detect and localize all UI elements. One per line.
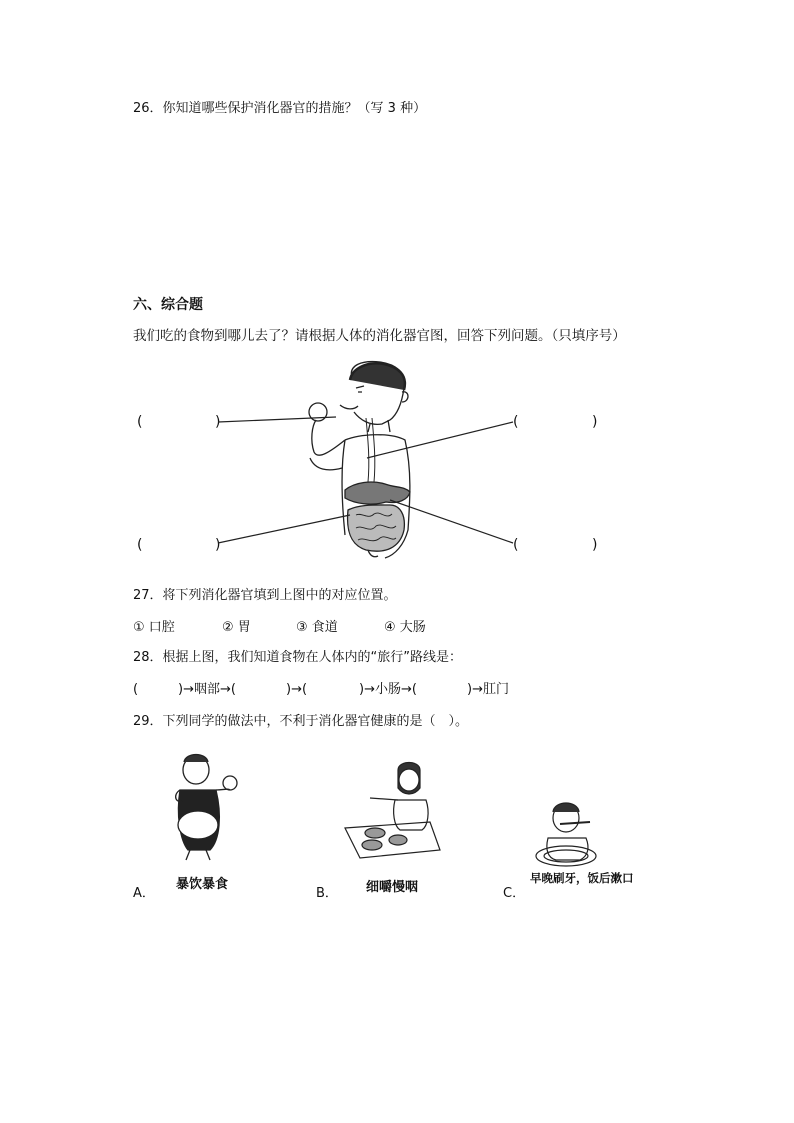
q27-option-1 [133, 620, 175, 636]
option-number: ④ [384, 620, 396, 635]
option-number: ② [222, 620, 234, 635]
option-number: ③ [296, 620, 308, 635]
option-label: 食道 [311, 620, 338, 635]
label-left-top-open: ( [137, 414, 143, 430]
route-part-2: )→咽部→( [178, 682, 236, 697]
choice-c-caption: 早晚刷牙，饭后漱口 [530, 871, 634, 885]
label-right-bottom-close: ) [592, 537, 598, 553]
question-27: 27．将下列消化器官填到上图中的对应位置。 [133, 588, 397, 603]
label-left-top-close: ) [215, 414, 221, 430]
route-part-1: ( [133, 682, 139, 697]
choice-c-letter: C． [503, 886, 526, 901]
option-number: ① [133, 620, 145, 635]
section-title: 六、综合题 [133, 297, 203, 313]
question-29: 29．下列同学的做法中，不利于消化器官健康的是（ ）。 [133, 714, 469, 729]
route-part-3: )→( [286, 682, 308, 697]
q27-option-3 [296, 620, 338, 636]
choice-a-caption: 暴饮暴食 [176, 877, 229, 892]
option-label: 口腔 [148, 620, 175, 635]
label-right-top-close: ) [592, 414, 598, 430]
q27-option-2 [222, 620, 251, 636]
question-28: 28．根据上图，我们知道食物在人体内的“旅行”路线是： [133, 650, 463, 665]
choice-a-letter: A． [133, 886, 155, 901]
label-left-bottom-open: ( [137, 537, 143, 553]
option-label: 大肠 [399, 620, 426, 635]
choice-b-caption: 细嚼慢咽 [366, 880, 419, 895]
route-part-5: )→肛门 [467, 682, 509, 697]
option-label: 胃 [237, 620, 251, 635]
q27-option-4 [384, 620, 426, 636]
section-intro: 我们吃的食物到哪儿去了？请根据人体的消化器官图，回答下列问题。（只填序号） [133, 328, 626, 344]
label-right-top-open: ( [513, 414, 519, 430]
route-part-4: )→小肠→( [359, 682, 417, 697]
choice-b-letter: B． [316, 886, 338, 901]
question-26: 26．你知道哪些保护消化器官的措施？（写 3 种） [133, 101, 427, 116]
label-right-bottom-open: ( [513, 537, 519, 553]
label-left-bottom-close: ) [215, 537, 221, 553]
